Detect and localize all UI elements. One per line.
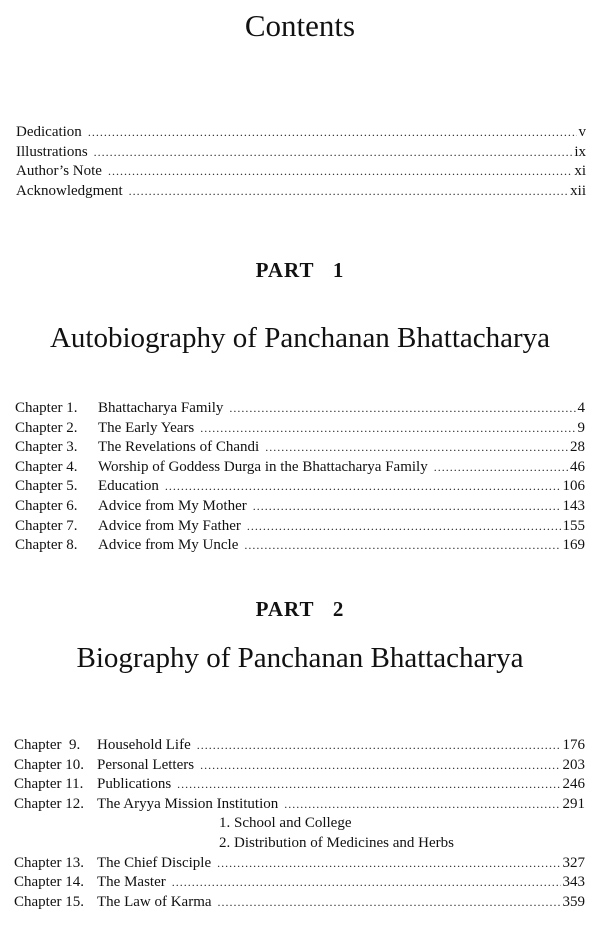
chapter-number: Chapter 5.	[15, 478, 78, 495]
leader-dots	[88, 123, 577, 143]
chapter-title: Bhattacharya Family	[98, 400, 224, 416]
chapter-title: Personal Letters	[97, 756, 195, 773]
entry-page: 4	[577, 400, 585, 416]
toc-entry-chapter-11[interactable]	[14, 775, 585, 795]
chapter-title: The Revelations of Chandi	[98, 439, 260, 456]
toc-entry-chapter-13[interactable]	[14, 854, 585, 874]
chapter-number: Chapter 6.	[15, 497, 78, 514]
leader-dots	[244, 536, 560, 556]
entry-page: 246	[562, 776, 585, 793]
entry-page: 9	[577, 419, 585, 436]
leader-dots	[253, 497, 561, 517]
chapter-number: Chapter 11.	[14, 776, 84, 793]
part-2-chapter-list	[14, 736, 585, 912]
toc-entry-chapter-5[interactable]	[15, 477, 585, 497]
entry-title: Illustrations	[16, 143, 88, 160]
entry-page: 343	[562, 874, 585, 891]
entry-page: ix	[574, 143, 586, 160]
toc-entry-dedication[interactable]	[16, 123, 586, 143]
toc-entry-chapter-1[interactable]	[15, 399, 585, 419]
chapter-number: Chapter 14.	[14, 874, 84, 891]
toc-entry-chapter-14[interactable]	[14, 873, 585, 893]
subentry-distribution-of-medicines[interactable]: 2. Distribution of Medicines and Herbs	[219, 834, 454, 851]
entry-page: v	[578, 124, 586, 140]
entry-page: 169	[562, 537, 585, 554]
toc-entry-chapter-6[interactable]	[15, 497, 585, 517]
chapter-number: Chapter 9.	[14, 737, 81, 753]
leader-dots	[197, 736, 561, 756]
chapter-title: Advice from My Father	[98, 517, 241, 534]
leader-dots	[229, 399, 575, 419]
chapter-number: Chapter 1.	[15, 400, 78, 416]
toc-entry-illustrations[interactable]	[16, 143, 586, 163]
toc-entry-chapter-12[interactable]	[14, 795, 585, 815]
toc-entry-chapter-7[interactable]	[15, 517, 585, 537]
part-2-title: Biography of Panchanan Bhattacharya	[76, 642, 524, 674]
part-2-label: PART 2	[255, 597, 345, 621]
chapter-title: The Aryya Mission Institution	[97, 795, 279, 812]
chapter-number: Chapter 15.	[14, 893, 84, 910]
leader-dots	[218, 893, 561, 913]
toc-entry-chapter-2[interactable]	[15, 419, 585, 439]
leader-dots	[247, 517, 561, 537]
entry-title: Acknowledgment	[16, 182, 123, 199]
chapter-number: Chapter 13.	[14, 854, 84, 871]
chapter-title: Household Life	[97, 737, 191, 753]
toc-entry-chapter-9[interactable]	[14, 736, 585, 756]
entry-page: xii	[570, 182, 586, 199]
leader-dots	[434, 458, 568, 478]
chapter-number: Chapter 8.	[15, 537, 78, 554]
entry-page: 28	[570, 439, 585, 456]
leader-dots	[108, 162, 572, 182]
front-matter-list	[16, 123, 586, 201]
entry-page: 359	[562, 893, 585, 910]
chapter-title: Education	[98, 478, 159, 495]
leader-dots	[200, 756, 560, 776]
entry-title: Dedication	[16, 124, 82, 140]
toc-entry-chapter-10[interactable]	[14, 756, 585, 776]
leader-dots	[265, 438, 568, 458]
chapter-title: The Chief Disciple	[97, 854, 212, 871]
entry-page: 176	[562, 737, 585, 753]
entry-page: 155	[562, 517, 585, 534]
leader-dots	[165, 477, 561, 497]
leader-dots	[200, 419, 575, 439]
entry-page: 203	[562, 756, 585, 773]
toc-entry-chapter-3[interactable]	[15, 438, 585, 458]
entry-page: 327	[562, 854, 585, 871]
chapter-title: Advice from My Mother	[98, 497, 247, 514]
toc-entry-chapter-4[interactable]	[15, 458, 585, 478]
entry-page: 291	[562, 795, 585, 812]
leader-dots	[284, 795, 560, 815]
part-1-chapter-list	[15, 399, 585, 556]
entry-page: xi	[574, 163, 586, 180]
entry-page: 106	[562, 478, 585, 495]
subentry-school-and-college[interactable]: 1. School and College	[219, 815, 352, 832]
entry-page: 143	[562, 497, 585, 514]
chapter-number: Chapter 10.	[14, 756, 84, 773]
chapter-number: Chapter 3.	[15, 439, 78, 456]
leader-dots	[94, 143, 573, 163]
leader-dots	[129, 182, 569, 202]
chapter-number: Chapter 7.	[15, 517, 78, 534]
chapter-title: Publications	[97, 776, 172, 793]
entry-page: 46	[570, 458, 585, 475]
toc-entry-acknowledgment[interactable]	[16, 182, 586, 202]
part-1-label: PART 1	[255, 258, 345, 282]
leader-dots	[217, 854, 560, 874]
chapter-title: The Early Years	[98, 419, 195, 436]
chapter-number: Chapter 4.	[15, 458, 78, 475]
entry-title: Author’s Note	[16, 163, 102, 180]
chapter-title: Advice from My Uncle	[98, 537, 239, 554]
toc-entry-chapter-8[interactable]	[15, 536, 585, 556]
leader-dots	[177, 775, 560, 795]
part-1-title: Autobiography of Panchanan Bhattacharya	[49, 322, 551, 354]
chapter-title: The Law of Karma	[97, 893, 212, 910]
chapter-title: Worship of Goddess Durga in the Bhattacharya Family	[98, 458, 428, 475]
contents-heading: Contents	[244, 8, 356, 43]
toc-entry-chapter-15[interactable]	[14, 893, 585, 913]
chapter-title: The Master	[97, 874, 166, 891]
chapter-number: Chapter 2.	[15, 419, 78, 436]
chapter-number: Chapter 12.	[14, 795, 84, 812]
toc-entry-authors-note[interactable]	[16, 162, 586, 182]
leader-dots	[172, 873, 561, 893]
